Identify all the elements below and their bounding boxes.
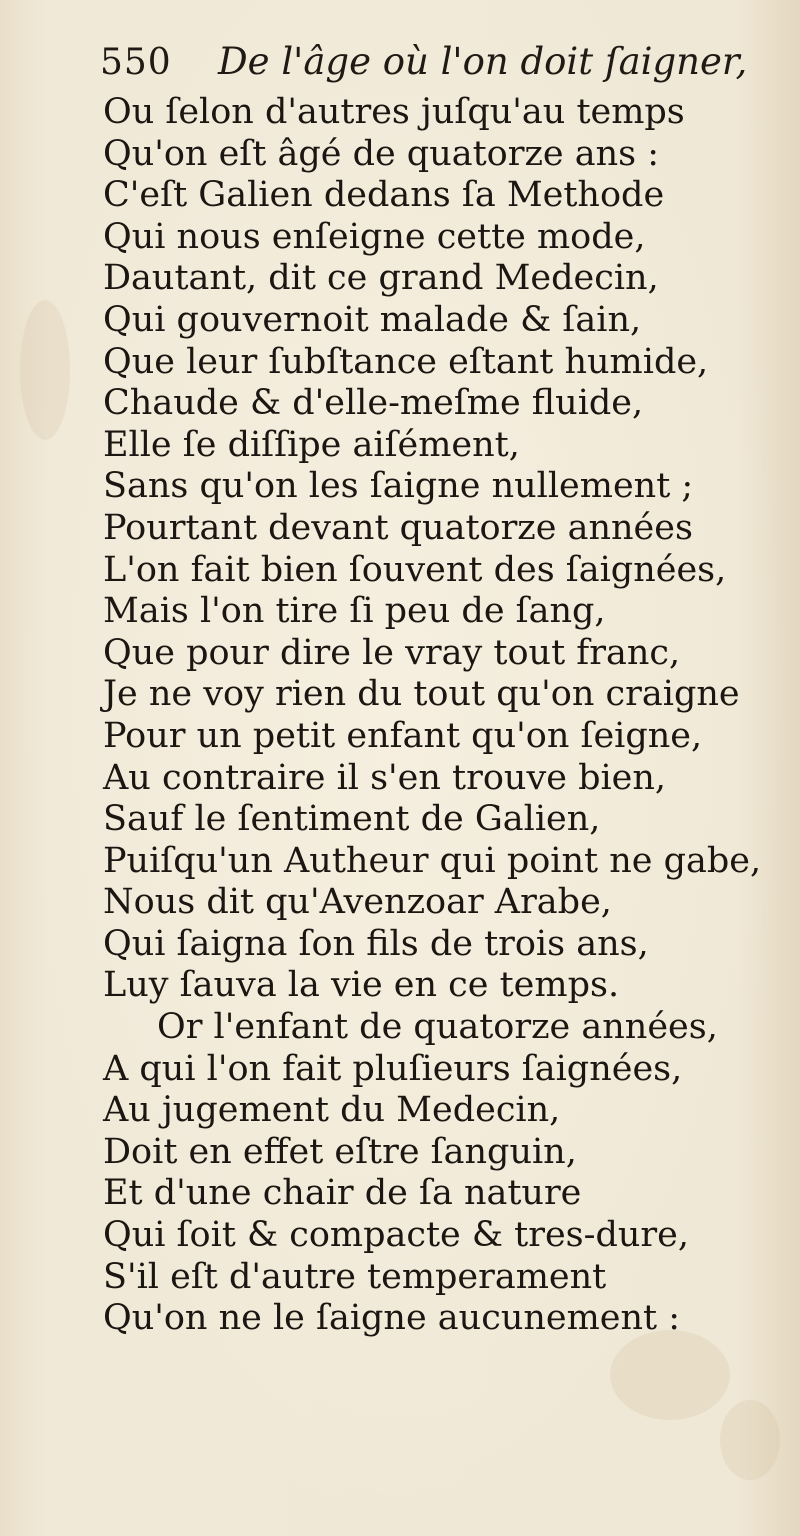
paper-stain [720, 1400, 780, 1480]
running-title: De l'âge où l'on doit ſaigner, [218, 40, 748, 83]
verse-line: Sans qu'on les ſaigne nullement ; [103, 466, 694, 507]
verse-line: Chaude & d'elle-meſme fluide, [103, 383, 644, 424]
verse-line: Mais l'on tire ſi peu de ſang, [103, 591, 606, 632]
verse-line: S'il eſt d'autre temperament [103, 1256, 607, 1297]
verse-line: Au jugement du Medecin, [103, 1090, 561, 1131]
verse-line: Que leur ſubſtance eſtant humide, [103, 341, 709, 382]
verse-line: Luy ſauva la vie en ce temps. [103, 965, 620, 1006]
verse-line: Qu'on eſt âgé de quatorze ans : [103, 133, 660, 174]
verse-line: Que pour dire le vray tout franc, [103, 632, 681, 673]
verse-text [103, 92, 783, 1340]
verse-line: L'on fait bien ſouvent des ſaignées, [103, 549, 727, 590]
verse-line: Puiſqu'un Autheur qui point ne gabe, [103, 840, 762, 881]
page-number: 550 [100, 42, 172, 83]
paper-stain [610, 1330, 730, 1420]
verse-line: Elle ſe diſſipe aiſément, [103, 424, 520, 465]
verse-line: Nous dit qu'Avenzoar Arabe, [103, 882, 612, 923]
verse-line: Dautant, dit ce grand Medecin, [103, 258, 659, 299]
verse-line: Je ne voy rien du tout qu'on craigne [103, 674, 740, 715]
verse-line: Qui gouvernoit malade & ſain, [103, 299, 642, 340]
verse-line: Doit en effet eſtre ſanguin, [103, 1131, 577, 1172]
verse-line: Pourtant devant quatorze années [103, 507, 693, 548]
page-header [100, 38, 748, 98]
verse-line: Qu'on ne le ſaigne aucunement : [103, 1298, 681, 1339]
verse-line: Pour un petit enfant qu'on ſeigne, [103, 715, 703, 756]
verse-line: Ou ſelon d'autres juſqu'au temps [103, 92, 685, 132]
verse-line: Qui ſaigna ſon fils de trois ans, [103, 923, 649, 964]
verse-line: Qui nous enſeigne cette mode, [103, 216, 646, 257]
verse-line: Qui ſoit & compacte & tres-dure, [103, 1215, 689, 1256]
verse-line: Au contraire il s'en trouve bien, [103, 757, 667, 798]
verse-line: Or l'enfant de quatorze années, [157, 1007, 718, 1048]
verse-line: A qui l'on fait pluſieurs ſaignées, [103, 1048, 683, 1089]
verse-line: Et d'une chair de ſa nature [103, 1173, 582, 1214]
verse-line: Sauf le ſentiment de Galien, [103, 799, 601, 840]
paper-stain [20, 300, 70, 440]
verse-line: C'eſt Galien dedans ſa Methode [103, 175, 665, 216]
